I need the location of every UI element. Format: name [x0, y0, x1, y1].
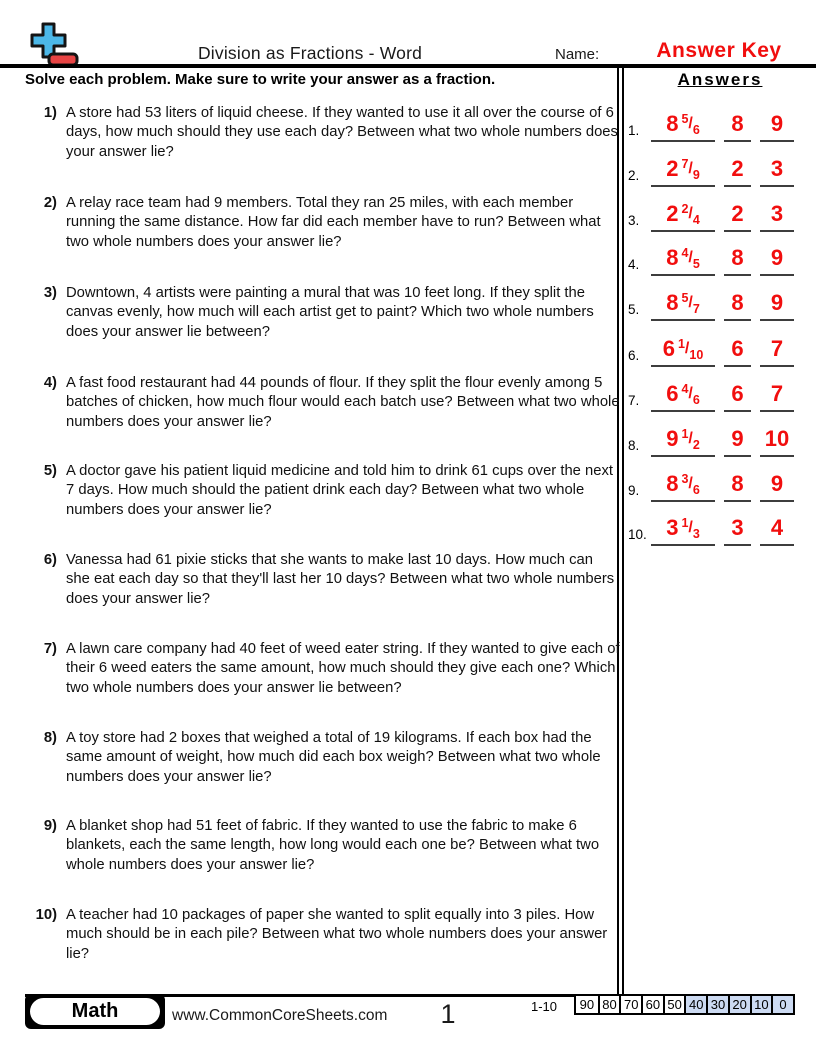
- website-url: www.CommonCoreSheets.com: [172, 1007, 388, 1024]
- answer-upper-bound: 7: [760, 333, 794, 367]
- problem-text: Downtown, 4 artists were painting a mural that was 10 feet long. If they split the canvas evenly, how much will each artist get to paint? Which two whole numbers does your answer lie between?: [66, 285, 594, 340]
- problem-item-7: [25, 640, 620, 698]
- answer-fraction: 3 $^1$/3: [651, 512, 715, 546]
- answer-upper-bound: 4: [760, 512, 794, 546]
- answer-fraction: 2 $^2$/4: [651, 198, 715, 232]
- problem-item-6: [25, 551, 620, 609]
- answer-fraction: 8 $^5$/7: [651, 287, 715, 321]
- answer-upper-bound: 9: [760, 242, 794, 276]
- problem-item-1: [25, 104, 620, 162]
- score-cell: 10: [750, 996, 772, 1013]
- problem-item-5: [25, 462, 620, 520]
- problem-number: 6): [43, 552, 57, 568]
- answer-number: 3.: [628, 213, 640, 228]
- answer-fraction: 8 $^4$/5: [651, 242, 715, 276]
- problem-number: 5): [43, 463, 57, 479]
- answer-number: 2.: [628, 168, 640, 183]
- answer-number: 9.: [628, 483, 640, 498]
- problem-text: A blanket shop had 51 feet of fabric. If they wanted to use the fabric to make 6 blankets, each the same length, how long would each one be? Between what two whole numbers does your answer lie?: [66, 818, 600, 873]
- answer-lower-bound: 9: [724, 423, 751, 457]
- answer-upper-bound: 9: [760, 287, 794, 321]
- answer-lower-bound: 6: [724, 378, 751, 412]
- answer-number: 4.: [628, 257, 640, 272]
- problem-item-9: [25, 817, 620, 875]
- answer-lower-bound: 8: [724, 242, 751, 276]
- answer-row-7: [620, 378, 816, 412]
- answer-row-2: [620, 153, 816, 187]
- answer-number: 5.: [628, 302, 640, 317]
- score-cell: 70: [619, 996, 641, 1013]
- score-cell: 30: [706, 996, 728, 1013]
- instructions-text: Solve each problem. Make sure to write your answer as a fraction.: [25, 71, 496, 88]
- answer-row-1: [620, 108, 816, 142]
- score-cell: 20: [728, 996, 750, 1013]
- answer-row-9: [620, 468, 816, 502]
- problem-number: 8): [43, 730, 57, 746]
- answer-lower-bound: 2: [724, 198, 751, 232]
- problem-number: 9): [43, 818, 57, 834]
- answer-number: 8.: [628, 438, 640, 453]
- score-cell: 40: [684, 996, 706, 1013]
- answer-lower-bound: 3: [724, 512, 751, 546]
- answer-upper-bound: 3: [760, 153, 794, 187]
- answer-row-6: [620, 333, 816, 367]
- answer-fraction: 9 $^1$/2: [651, 423, 715, 457]
- answer-fraction: 8 $^5$/6: [651, 108, 715, 142]
- problem-text: A relay race team had 9 members. Total they ran 25 miles, with each member running the same distance. How far did each member have to run? Between what two whole numbers does your answer lie?: [66, 195, 601, 250]
- problem-number: 2): [43, 195, 57, 211]
- problem-number: 3): [43, 285, 57, 301]
- answer-upper-bound: 3: [760, 198, 794, 232]
- score-cell: 0: [771, 996, 793, 1013]
- problem-number: 10): [35, 907, 57, 923]
- problem-item-8: [25, 729, 620, 787]
- problem-text: A doctor gave his patient liquid medicine and told him to drink 61 cups over the next 7 days. How much should the patient drink each day? Between what two whole numbers does your answer lie?: [66, 463, 613, 518]
- answer-number: 1.: [628, 123, 640, 138]
- answer-row-8: [620, 423, 816, 457]
- problem-text: A store had 53 liters of liquid cheese. If they wanted to use it all over the course of 6 days, how much should they use each day? Between what two whole numbers does your answer lie?: [66, 105, 618, 160]
- score-cell: 90: [579, 997, 595, 1012]
- answer-upper-bound: 9: [760, 468, 794, 502]
- problem-item-10: [25, 906, 620, 964]
- subject-badge: [25, 994, 165, 1029]
- answer-lower-bound: 8: [724, 287, 751, 321]
- answers-heading: Answers: [677, 70, 763, 89]
- page-title: Division as Fractions - Word: [197, 43, 423, 63]
- answer-key-text: Answer Key: [656, 39, 782, 62]
- answer-row-5: [620, 287, 816, 321]
- page-number: 1: [440, 999, 456, 1029]
- answer-upper-bound: 7: [760, 378, 794, 412]
- subject-badge-label: Math: [30, 998, 160, 1025]
- answer-lower-bound: 6: [724, 333, 751, 367]
- score-cell: 80: [598, 996, 620, 1013]
- problem-text: A fast food restaurant had 44 pounds of flour. If they split the flour evenly among 5 batches of chicken, how much flour would each batch use? Between what two whole numbers does your answer lie?: [66, 375, 620, 430]
- score-cell: 60: [641, 996, 663, 1013]
- answer-upper-bound: 9: [760, 108, 794, 142]
- answer-lower-bound: 8: [724, 468, 751, 502]
- answer-lower-bound: 8: [724, 108, 751, 142]
- problem-item-2: [25, 194, 620, 252]
- answer-fraction: 6 $^1$/10: [651, 333, 715, 367]
- answer-number: 6.: [628, 348, 640, 363]
- answer-row-10: [620, 512, 816, 546]
- header-divider: [0, 64, 816, 68]
- problem-item-4: [25, 374, 620, 432]
- problem-number: 7): [43, 641, 57, 657]
- problem-number: 1): [43, 105, 57, 121]
- answer-row-4: [620, 242, 816, 276]
- answer-fraction: 8 $^3$/6: [651, 468, 715, 502]
- score-cell: 50: [663, 996, 685, 1013]
- score-table: [574, 994, 795, 1015]
- answer-number: 10.: [628, 527, 647, 542]
- answer-number: 7.: [628, 393, 640, 408]
- answer-fraction: 6 $^4$/6: [651, 378, 715, 412]
- problem-number: 4): [43, 375, 57, 391]
- answer-upper-bound: 10: [760, 423, 794, 457]
- problem-text: Vanessa had 61 pixie sticks that she wants to make last 10 days. How much can she eat each day so that they'll last her 10 days? Between what two whole numbers does your answer lie?: [66, 552, 615, 607]
- problem-item-3: [25, 284, 620, 342]
- answer-row-3: [620, 198, 816, 232]
- problem-text: A teacher had 10 packages of paper she wanted to split equally into 3 piles. How much should be in each pile? Between what two whole numbers does your answer lie?: [66, 907, 608, 962]
- answer-fraction: 2 $^7$/9: [651, 153, 715, 187]
- name-label: Name:: [555, 46, 600, 63]
- score-range-label: 1-10: [531, 999, 558, 1014]
- problem-text: A lawn care company had 40 feet of weed eater string. If they wanted to give each of their 6 weed eaters the same amount, how much should they give each one? Which two whole numbers does your answer lie between?: [66, 641, 620, 696]
- problem-text: A toy store had 2 boxes that weighed a total of 19 kilograms. If each box had the same amount of weight, how much did each box weigh? Between what two whole numbers does your answer lie?: [66, 730, 601, 785]
- answer-lower-bound: 2: [724, 153, 751, 187]
